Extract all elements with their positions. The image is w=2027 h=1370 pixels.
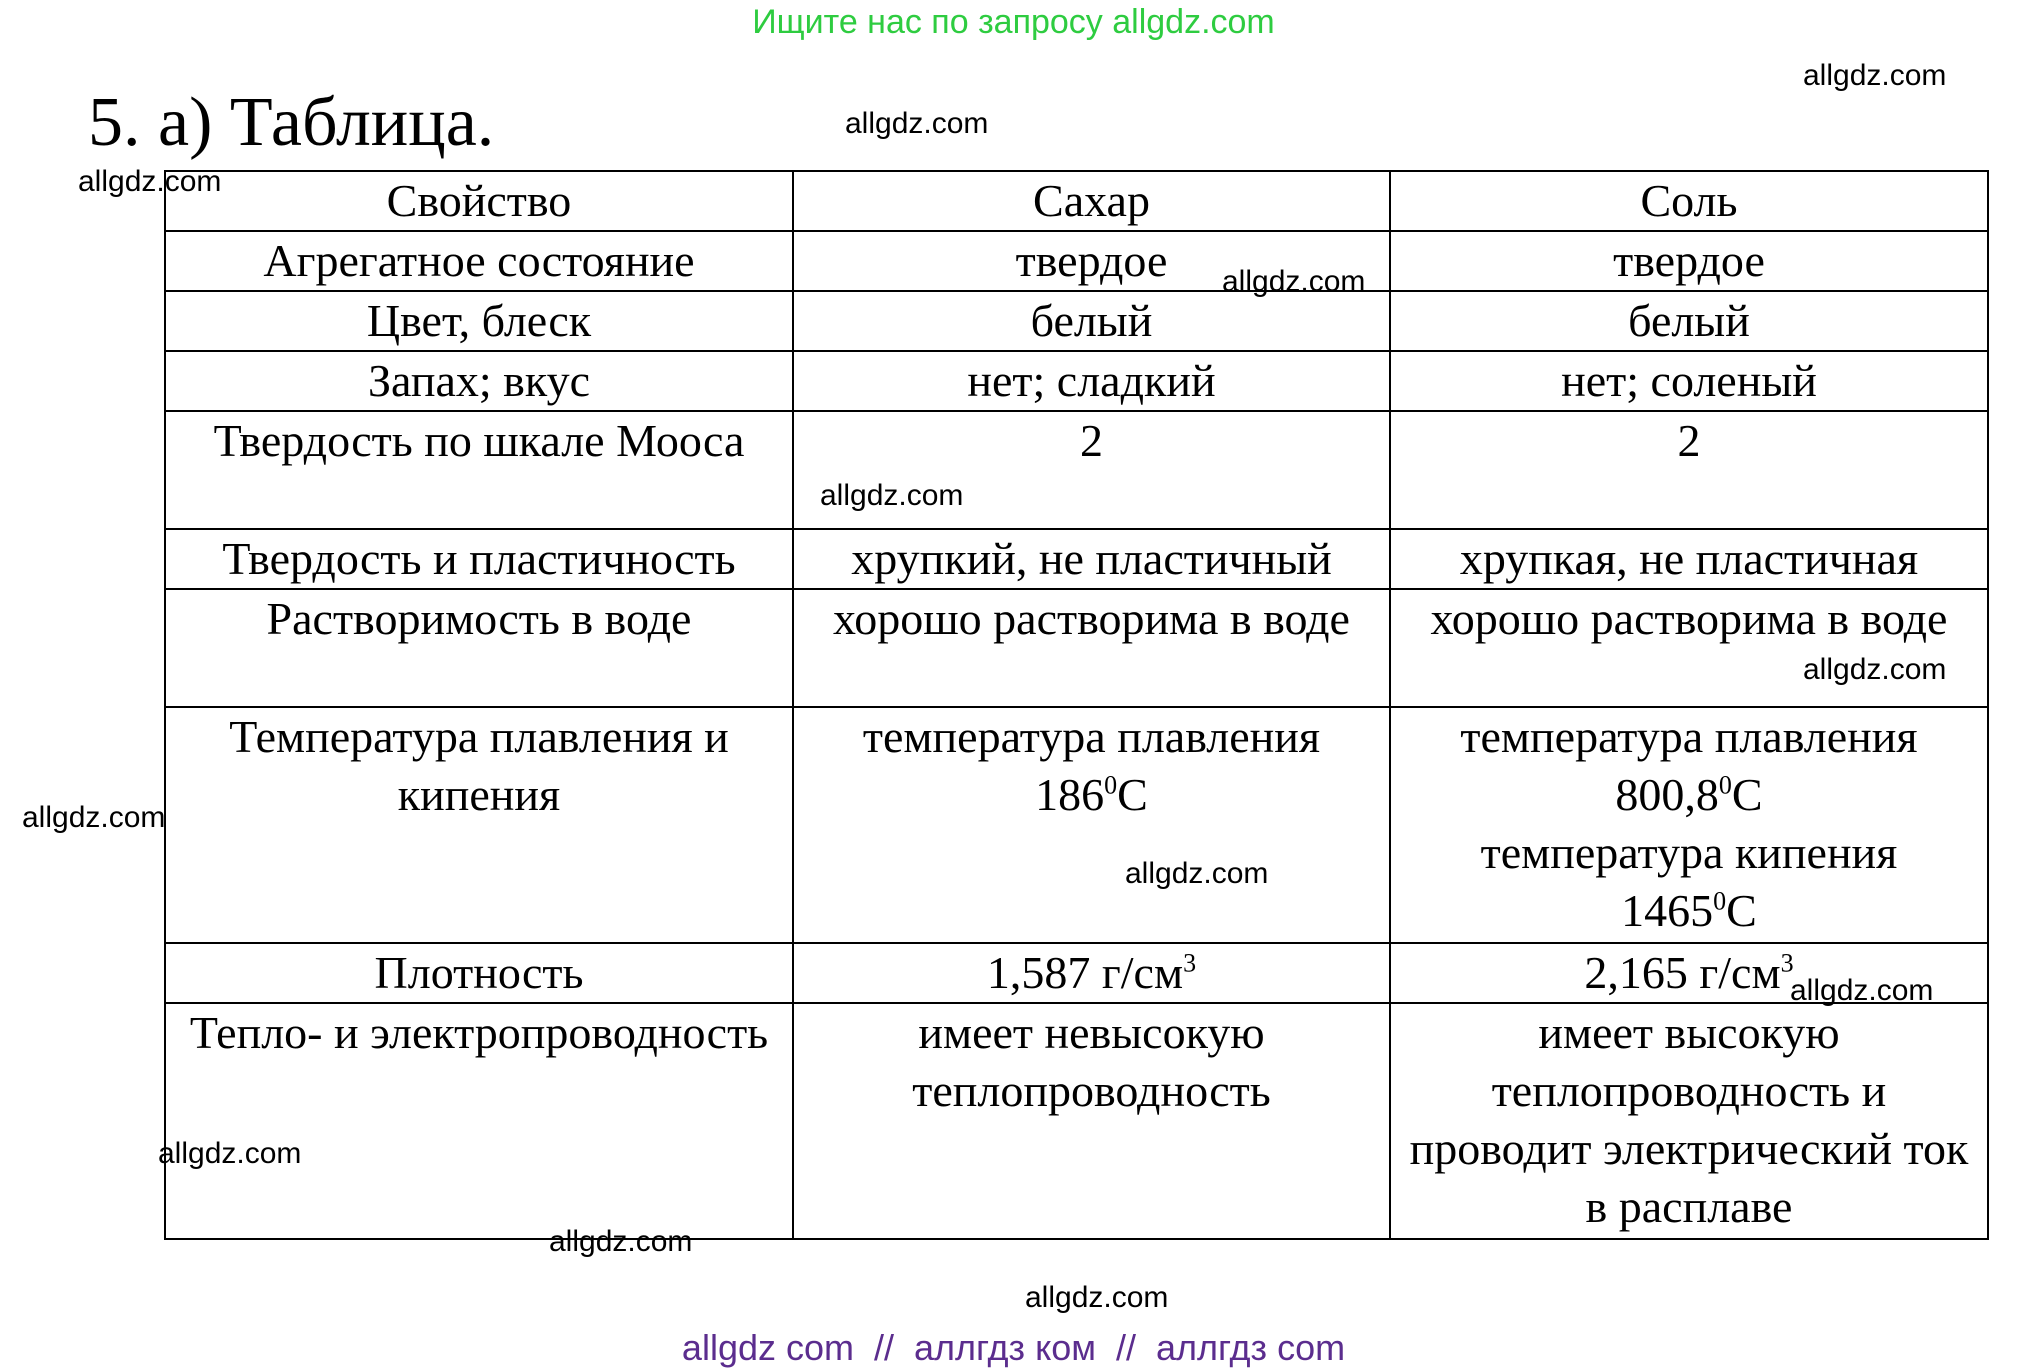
watermark: allgdz.com [22,801,166,834]
property-cell: Твердость и пластичность [165,529,793,589]
table-header-row [165,171,1988,231]
salt-cell: хорошо растворима в воде [1390,589,1988,707]
superscript: 0 [1718,770,1732,800]
sugar-cell: белый [793,291,1390,351]
table-row [165,231,1988,291]
header-property: Свойство [165,171,793,231]
value-text: 186 [1035,769,1105,820]
cell-line: температура плавления [1460,711,1918,762]
property-cell: Цвет, блеск [165,291,793,351]
sugar-cell [793,943,1390,1003]
sugar-cell: твердое [793,231,1390,291]
properties-table [164,170,1989,1240]
property-cell: Плотность [165,943,793,1003]
property-cell: Твердость по шкале Мооса [165,411,793,529]
sugar-cell: имеет невысокую теплопроводность [793,1003,1390,1239]
superscript: 0 [1104,770,1118,800]
top-banner: Ищите нас по запросу allgdz.com [752,3,1275,41]
watermark: allgdz.com [1222,265,1366,298]
salt-cell: нет; соленый [1390,351,1988,411]
watermark: allgdz.com [78,165,222,198]
salt-cell [1390,707,1988,943]
unit-text: C [1731,769,1763,820]
watermark: allgdz.com [549,1225,693,1258]
salt-cell: хрупкая, не пластичная [1390,529,1988,589]
cell-line: температура кипения [1480,827,1898,878]
watermark: allgdz.com [1125,857,1269,890]
cell-line: температура плавления [862,711,1321,762]
table-row [165,351,1988,411]
cell-line [1397,766,1981,824]
watermark: allgdz.com [1803,653,1947,686]
sugar-cell: 2 [793,411,1390,529]
property-cell: Запах; вкус [165,351,793,411]
watermark: allgdz.com [1025,1281,1169,1314]
cell-line [1397,882,1981,940]
property-cell: Растворимость в воде [165,589,793,707]
table-row [165,589,1988,707]
watermark: allgdz.com [820,479,964,512]
table-row [165,1003,1988,1239]
superscript: 3 [1780,948,1794,978]
superscript: 0 [1713,886,1727,916]
value-text: 800,8 [1615,769,1719,820]
watermark: allgdz.com [1790,974,1934,1007]
salt-cell: имеет высокую теплопроводность и проводит электрический ток в расплаве [1390,1003,1988,1239]
bottom-banner: allgdz com // аллгдз ком // аллгдз com [681,1327,1346,1368]
property-cell: Агрегатное состояние [165,231,793,291]
salt-cell: 2 [1390,411,1988,529]
superscript: 3 [1183,948,1197,978]
cell-line [800,766,1383,824]
sugar-cell: хорошо растворима в воде [793,589,1390,707]
salt-cell: твердое [1390,231,1988,291]
unit-text: C [1117,769,1148,820]
value-text: 1,587 г/см [986,947,1184,998]
sugar-cell: хрупкий, не пластичный [793,529,1390,589]
watermark: allgdz.com [158,1137,302,1170]
header-sugar: Сахар [793,171,1390,231]
sugar-cell [793,707,1390,943]
sugar-cell: нет; сладкий [793,351,1390,411]
property-cell: Тепло- и электропроводность [165,1003,793,1239]
property-cell: Температура плавления и кипения [165,707,793,943]
unit-text: C [1726,885,1757,936]
value-text: 1465 [1621,885,1714,936]
table-row [165,411,1988,529]
table-row [165,707,1988,943]
table-row [165,943,1988,1003]
watermark: allgdz.com [845,107,989,140]
value-text: 2,165 г/см [1584,947,1781,998]
table-row [165,529,1988,589]
watermark: allgdz.com [1803,59,1947,92]
header-salt: Соль [1390,171,1988,231]
table-row [165,291,1988,351]
page-heading: 5. а) Таблица. [88,84,495,161]
salt-cell: белый [1390,291,1988,351]
